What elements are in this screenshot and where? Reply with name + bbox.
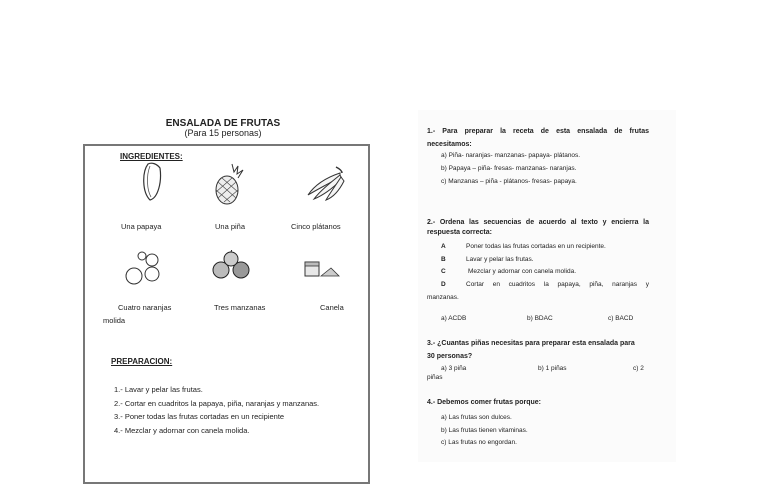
q3-answer: b) 1 piñas — [538, 365, 567, 372]
bananas-icon — [306, 163, 350, 201]
q2-item: Mezclar y adornar con canela molida. — [468, 268, 577, 275]
ingredient-label: Cinco plátanos — [291, 222, 341, 231]
q2-answer: c) BACD — [608, 315, 634, 322]
cinnamon-icon — [303, 258, 341, 280]
ingredient-label-cont: molida — [103, 316, 126, 325]
recipe-subtitle: (Para 15 personas) — [184, 128, 262, 138]
question-2: 2.- Ordena las secuencias de acuerdo al texto y encierra la — [427, 219, 649, 226]
apples-icon — [209, 250, 253, 282]
q2-item: Poner todas las frutas cortadas en un recipiente. — [466, 243, 606, 250]
q1-option: a) Piña- naranjas- manzanas- papaya- plátanos. — [441, 152, 581, 159]
ingredients-heading: INGREDIENTES: — [120, 152, 183, 161]
question-2-cont: respuesta correcta: — [427, 229, 492, 236]
papaya-icon — [140, 162, 166, 202]
prep-step: 4.- Mezclar y adornar con canela molida. — [114, 426, 250, 435]
ingredient-label: Tres manzanas — [214, 303, 266, 312]
question-1: 1.- Para preparar la receta de esta ensalada de frutas — [427, 128, 649, 135]
q4-option: a) Las frutas son dulces. — [441, 414, 512, 421]
ingredient-label: Una piña — [215, 222, 246, 231]
q2-item-cont: manzanas. — [427, 294, 459, 301]
q1-option: c) Manzanas – piña - plátanos- fresas- papaya. — [441, 178, 577, 185]
q2-letter: D — [441, 281, 446, 288]
q2-item: Cortar en cuadritos la papaya, piña, naranjas y — [466, 281, 649, 288]
q3-answer-cont: piñas — [427, 374, 443, 381]
question-3: 3.- ¿Cuantas piñas necesitas para preparar esta ensalada para — [427, 340, 635, 347]
pineapple-icon — [208, 162, 246, 206]
ingredient-label: Canela — [320, 303, 344, 312]
question-1-cont: necesitamos: — [427, 141, 472, 148]
preparation-heading: PREPARACION: — [111, 357, 173, 366]
q4-option: b) Las frutas tienen vitaminas. — [441, 427, 528, 434]
q3-answer: a) 3 piña — [441, 365, 467, 372]
q4-option: c) Las frutas no engordan. — [441, 439, 517, 446]
q2-item: Lavar y pelar las frutas. — [466, 256, 534, 263]
prep-step: 1.- Lavar y pelar las frutas. — [114, 385, 203, 394]
question-3-cont: 30 personas? — [427, 353, 473, 360]
prep-step: 3.- Poner todas las frutas cortadas en un recipiente — [114, 412, 285, 421]
question-4: 4.- Debemos comer frutas porque: — [427, 399, 541, 406]
prep-step: 2.- Cortar en cuadritos la papaya, piña, naranjas y manzanas. — [114, 399, 320, 408]
q2-letter: C — [441, 268, 446, 275]
q2-letter: B — [441, 256, 446, 263]
ingredient-label: Una papaya — [121, 222, 162, 231]
q3-answer: c) 2 — [633, 365, 644, 372]
q1-option: b) Papaya – piña- fresas- manzanas- naranjas. — [441, 165, 577, 172]
q2-answer: b) BDAC — [527, 315, 553, 322]
recipe-title: ENSALADA DE FRUTAS — [165, 118, 281, 129]
oranges-icon — [122, 250, 164, 286]
q2-letter: A — [441, 243, 446, 250]
q2-answer: a) ACDB — [441, 315, 467, 322]
ingredient-label: Cuatro naranjas — [118, 303, 172, 312]
